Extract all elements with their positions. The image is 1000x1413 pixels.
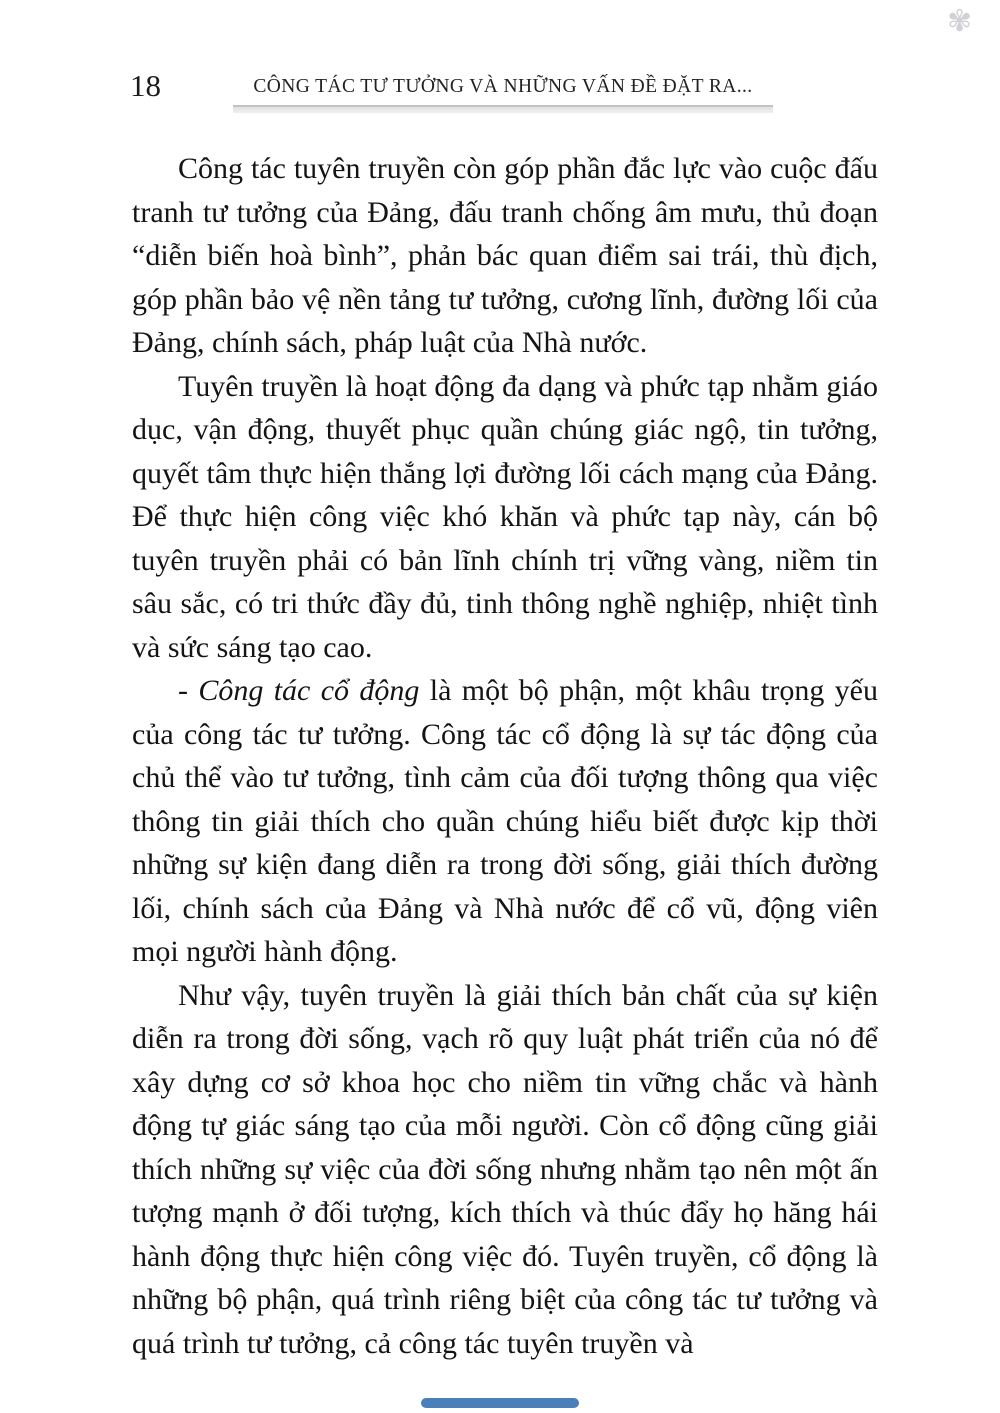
paragraph: Tuyên truyền là hoạt động đa dạng và phức tạp nhằm giáo dục, vận động, thuyết phục quần chúng giác ngộ, tin tưởng, quyết tâm thực hiện thắng lợi đường lối cách mạng của Đảng. Để thực hiện công việc khó khăn và phức tạp này, cán bộ tuyên truyền phải có bản lĩnh chính trị vững vàng, niềm tin sâu sắc, có tri thức đầy đủ, tinh thông nghề nghiệp, nhiệt tình và sức sáng tạo cao. — [132, 369, 878, 664]
italic-lead: - Công tác cổ động — [178, 674, 420, 707]
paragraph: Công tác tuyên truyền còn góp phần đắc lực vào cuộc đấu tranh tư tưởng của Đảng, đấu tranh chống âm mưu, thủ đoạn “diễn biến hoà bình”, phản bác quan điểm sai trái, thù địch, góp phần bảo vệ nền tảng tư tưởng, cương lĩnh, đường lối của Đảng, chính sách, pháp luật của Nhà nước. — [132, 152, 878, 359]
body-text — [132, 147, 878, 1365]
running-header-title: CÔNG TÁC TƯ TƯỞNG VÀ NHỮNG VẤN ĐỀ ĐẶT RA... — [253, 76, 753, 97]
header-rule — [233, 105, 773, 113]
running-header — [233, 76, 773, 113]
page-number: 18 — [130, 68, 161, 103]
footer-indicator-bar — [421, 1398, 579, 1408]
paragraph: Như vậy, tuyên truyền là giải thích bản chất của sự kiện diễn ra trong đời sống, vạch rõ quy luật phát triển của nó để xây dựng cơ sở khoa học cho niềm tin vững chắc và hành động tự giác sáng tạo của mỗi người. Còn cổ động cũng giải thích những sự việc của đời sống nhưng nhằm tạo nên một ấn tượng mạnh ở đối tượng, kích thích và thúc đẩy họ hăng hái hành động thực hiện công việc đó. Tuyên truyền, cổ động là những bộ phận, quá trình riêng biệt của công tác tư tưởng và quá trình tư tưởng, cả công tác tuyên truyền và — [132, 978, 878, 1360]
paragraph: - Công tác cổ động là một bộ phận, một khâu trọng yếu của công tác tư tưởng. Công tác cổ động là sự tác động của chủ thể vào tư tưởng, tình cảm của đối tượng thông qua việc thông tin giải thích cho quần chúng hiểu biết được kịp thời những sự kiện đang diễn ra trong đời sống, giải thích đường lối, chính sách của Đảng và Nhà nước để cổ vũ, động viên mọi người hành động. — [132, 674, 878, 968]
flower-ornament-icon: ✾ — [947, 5, 973, 38]
